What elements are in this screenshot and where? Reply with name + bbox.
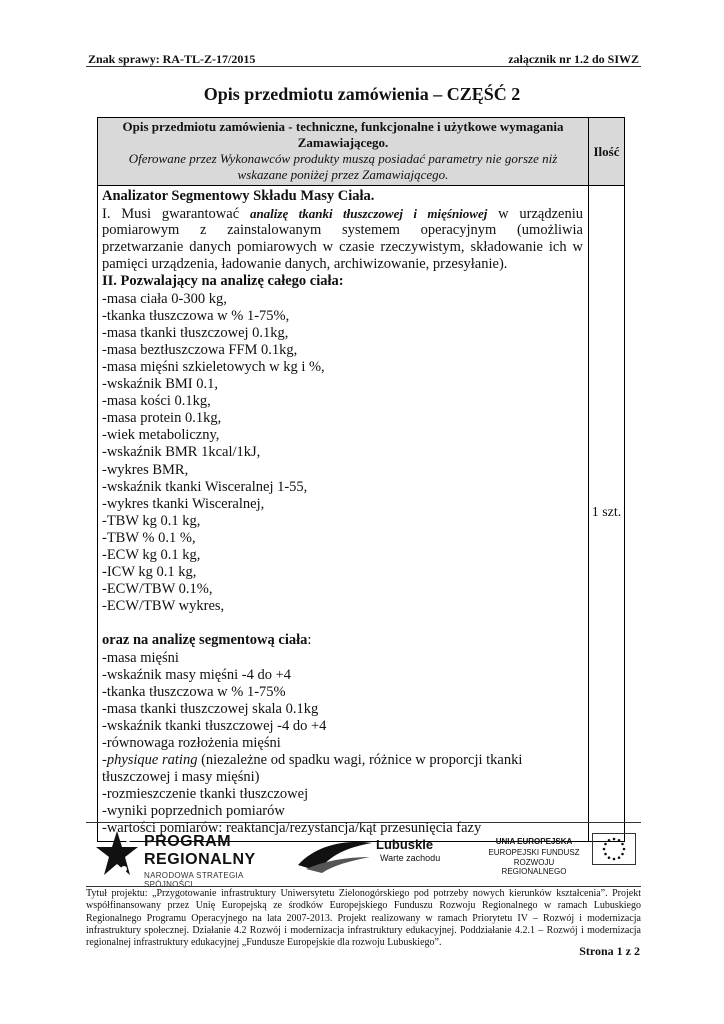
- list-item: -wartości pomiarów: reaktancja/rezystancja/kąt przesunięcia fazy: [102, 820, 482, 837]
- header-italic-line-1: Oferowane przez Wykonawców produkty muszą posiadać parametry nie gorsze niż: [128, 151, 558, 166]
- program-line2: REGIONALNY: [144, 851, 256, 868]
- lubuskie-logo: [296, 833, 446, 877]
- description-header: [98, 118, 589, 186]
- lubuskie-slogan: Warte zachodu: [380, 853, 441, 863]
- quantity-header: Ilość: [589, 118, 625, 186]
- header-bold-line-2: Zamawiającego.: [297, 135, 389, 150]
- section2-list: [102, 291, 583, 616]
- list-item: -rozmieszczenie tkanki tłuszczowej: [102, 786, 309, 803]
- list-item: -wiek metaboliczny,: [102, 427, 220, 444]
- product-name: Analizator Segmentowy Składu Masy Ciała.: [102, 188, 375, 204]
- project-footer-text: Tytuł projektu: „Przygotowanie infrastruktury Uniwersytetu Zielonogórskiego pod potrzeby nowych kierunków kształcenia”. Projekt współfinansowany przez Unię Europejską ze środków Europejskiego Funduszu Rozwoju Regionalnego w ramach Lubuskiego Regionalnego Programu Operacyjnego na lata 2007-2013. Projekt realizowany w ramach Priorytetu IV – Rozwój i modernizacja infrastruktury społecznej. Działanie 4.2 Rozwój i modernizacja infrastruktury edukacyjnej. Poddziałanie 4.2.1 – Rozwój i modernizacja regionalnej infrastruktury edukacyjnej „Fundusze Europejskie dla rozwoju Lubuskiego”.: [86, 888, 641, 949]
- list-item: -masa kości 0.1kg,: [102, 393, 211, 410]
- intro-line-4: pamięci urządzenia, ładowanie danych, archiwizowanie, przesyłanie).: [102, 256, 508, 273]
- section2-title: II. Pozwalający na analizę całego ciała:: [102, 273, 344, 290]
- list-item: -wyniki poprzednich pomiarów: [102, 803, 285, 820]
- program-line3: NARODOWA STRATEGIA SPÓJNOŚCI: [144, 871, 244, 889]
- section3-title: oraz na analizę segmentową ciała: [102, 632, 308, 649]
- physique-rest: (niezależne od spadku wagi, różnice w proporcji tkanki: [197, 752, 523, 769]
- section3-title-line: [102, 632, 583, 649]
- page-number: Strona 1 z 2: [579, 944, 640, 958]
- intro-line-3: przetwarzanie danych pomiarowych w czasie rzeczywistym, składowanie ich w: [102, 239, 583, 256]
- funding-logos: [86, 822, 641, 889]
- list-item: -wykres BMR,: [102, 461, 189, 478]
- list-item: -TBW % 0.1 %,: [102, 529, 196, 546]
- section3-colon: :: [307, 632, 312, 649]
- document-header: [86, 50, 641, 67]
- list-item: -masa ciała 0-300 kg,: [102, 290, 227, 307]
- quantity-value: 1 szt.: [589, 186, 625, 842]
- list-item: -wykres tkanki Wisceralnej,: [102, 495, 265, 512]
- lubuskie-swoosh-icon: [296, 835, 374, 875]
- intro-line-2: pomiarowym z zainstalowanym systemem operacyjnym (umożliwia: [102, 222, 583, 239]
- lubuskie-name: Lubuskie: [376, 837, 434, 852]
- list-item: -ECW kg 0.1 kg,: [102, 546, 201, 563]
- intro-text: I. Musi gwarantować: [102, 206, 250, 223]
- program-regionalny-logo: [94, 829, 264, 889]
- attachment-label: załącznik nr 1.2 do SIWZ: [508, 52, 639, 66]
- list-item: -wskaźnik masy mięśni -4 do +4: [102, 666, 291, 683]
- list-item: -ICW kg 0.1 kg,: [102, 564, 197, 581]
- program-star-icon: [94, 829, 140, 881]
- eu-flag-icon: [592, 833, 636, 865]
- program-line1: PROGRAM: [144, 833, 232, 850]
- physique-line: [102, 752, 583, 769]
- list-item: -masa mięśni szkieletowych w kg i %,: [102, 358, 325, 375]
- case-number: Znak sprawy: RA-TL-Z-17/2015: [88, 52, 256, 66]
- list-item: -TBW kg 0.1 kg,: [102, 512, 201, 529]
- eu-logo: [476, 837, 636, 877]
- list-item: -masa protein 0.1kg,: [102, 410, 222, 427]
- intro-line-1: [102, 205, 583, 222]
- list-item: -wskaźnik tkanki Wisceralnej 1-55,: [102, 478, 308, 495]
- list-item: -ECW/TBW wykres,: [102, 598, 225, 615]
- list-item: -ECW/TBW 0.1%,: [102, 581, 213, 598]
- requirements-table: [97, 117, 625, 842]
- list-item: -wskaźnik BMI 0.1,: [102, 376, 218, 393]
- list-item: -tkanka tłuszczowa w % 1-75%: [102, 683, 286, 700]
- header-bold-line-1: Opis przedmiotu zamówienia - techniczne, funkcjonalne i użytkowe wymagania: [122, 119, 564, 134]
- list-item: -masa tkanki tłuszczowej 0.1kg,: [102, 324, 289, 341]
- header-italic-line-2: wskazane poniżej przez Zamawiającego.: [237, 167, 449, 182]
- list-item: -równowaga rozłożenia mięśni: [102, 735, 281, 751]
- intro-text-end: w urządzeniu: [487, 206, 584, 223]
- eu-line1: UNIA EUROPEJSKA: [495, 837, 573, 846]
- intro-emphasis: analizę tkanki tłuszczowej i mięśniowej: [249, 206, 488, 222]
- spacer: [102, 615, 583, 632]
- list-item: -wskaźnik tkanki tłuszczowej -4 do +4: [102, 717, 327, 734]
- section3-list-a: [102, 650, 583, 753]
- page-title: Opis przedmiotu zamówienia – CZĘŚĆ 2: [203, 84, 521, 104]
- eu-line3: ROZWOJU REGIONALNEGO: [501, 858, 567, 876]
- physique-italic: -physique rating: [102, 752, 198, 769]
- eu-line2: EUROPEJSKI FUNDUSZ: [488, 848, 580, 857]
- list-item: -masa beztłuszczowa FFM 0.1kg,: [102, 341, 298, 358]
- list-item: -masa tkanki tłuszczowej skala 0.1kg: [102, 700, 319, 717]
- list-item: -tkanka tłuszczowa w % 1-75%,: [102, 307, 290, 324]
- description-cell: [98, 186, 589, 842]
- physique-cont: tłuszczowej i masy mięśni): [102, 769, 260, 786]
- list-item: -wskaźnik BMR 1kcal/1kJ,: [102, 444, 261, 461]
- list-item: -masa mięśni: [102, 649, 179, 666]
